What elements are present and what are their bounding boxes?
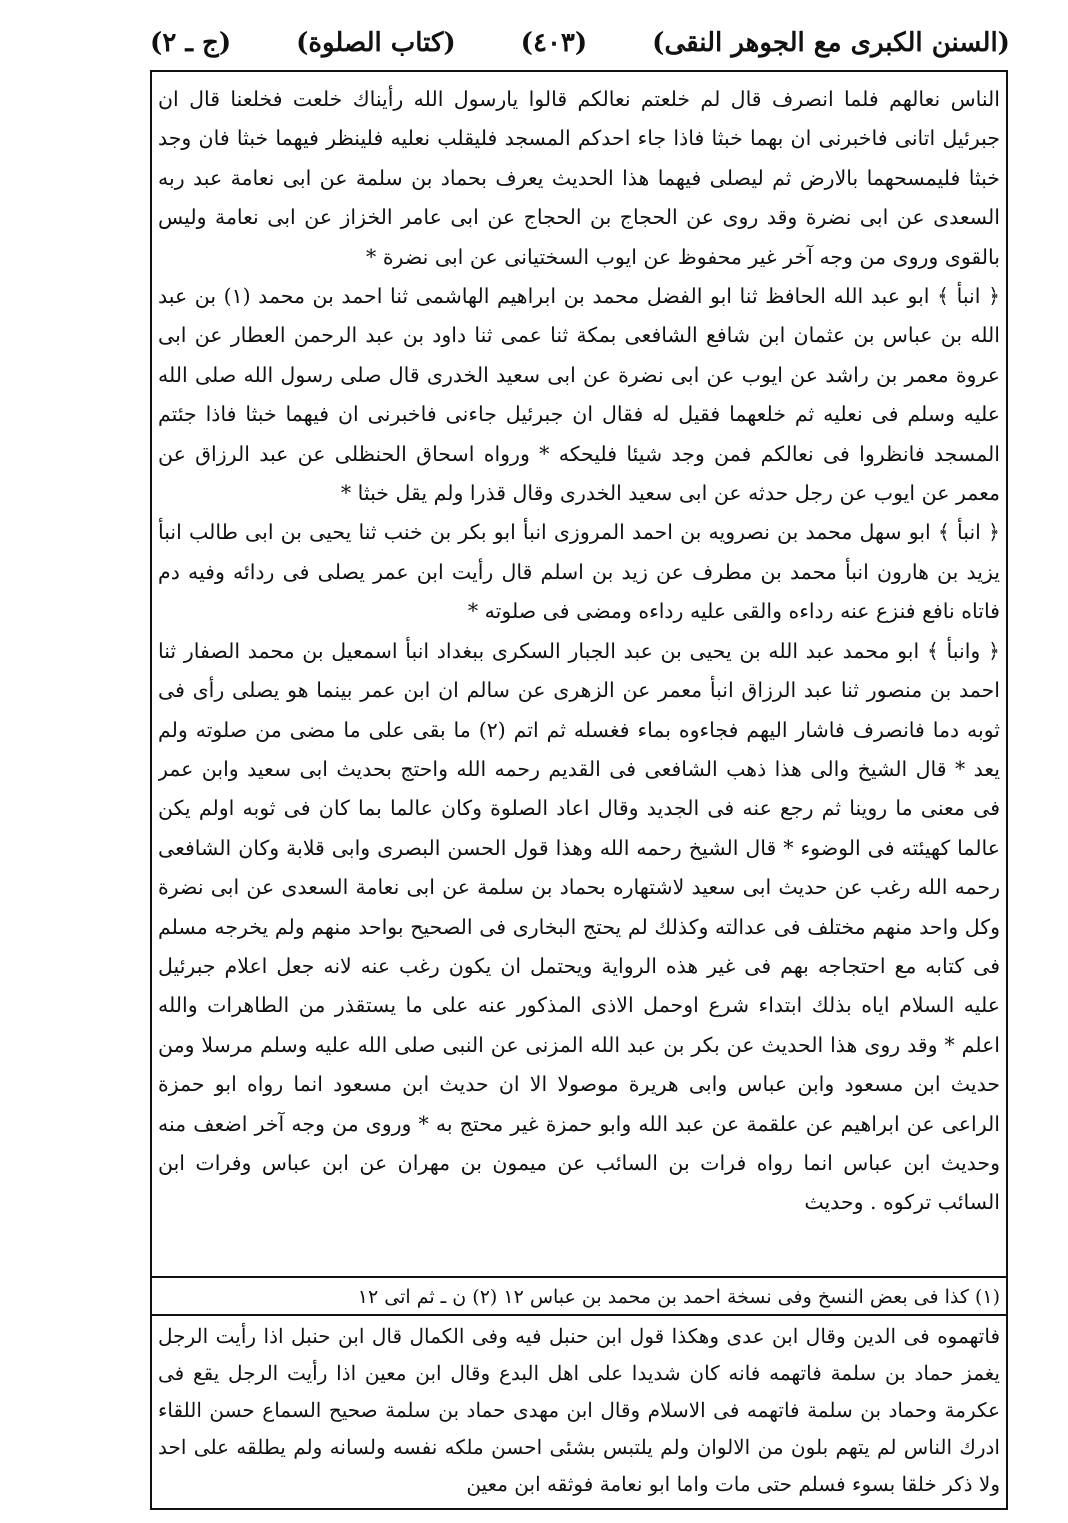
commentary-divider [152,1314,1006,1316]
main-paragraph: ﴿ انبأ ﴾ ابو سهل محمد بن نصرويه بن احمد المروزى انبأ ابو بكر بن خنب ثنا يحيى بن ابى طالب انبأ يزيد بن هارون انبأ محمد بن مطرف عن زيد بن اسلم قال رأيت ابن عمر يصلى فى ردائه وفيه دم فاتاه نافع فنزع عنه رداءه والقى عليه رداءه ومضى فى صلوته * [158,520,1000,624]
main-text [158,80,1000,1270]
page-number: (٤٠٣) [520,28,588,58]
main-paragraph: الناس نعالهم فلما انصرف قال لم خلعتم نعالكم قالوا يارسول الله رأيناك خلعت فخلعنا قال ان جبرئيل اتانى فاخبرنى ان بهما خبثا فاذا جاء احدكم المسجد فليقلب نعليه فلينظر فيهما خبثا فان وجد خبثا فليمسحهما بالارض ثم ليصلى فيهما هذا الحديث يعرف بحماد بن سلمة عن ابى نعامة عبد ربه السعدى عن ابى نضرة وقد روى عن الحجاج بن الحجاج عن ابى عامر الخزاز عن ابى نعامة وليس بالقوى وروى من وجه آخر غير محفوظ عن ايوب السختيانى عن ابى نضرة * [158,87,1000,269]
chapter-title: (كتاب الصلوة) [296,28,456,58]
volume-number: (ج ـ ٢) [150,28,232,58]
page-header [150,22,1010,64]
footnote: (١) كذا فى بعض النسخ وفى نسخة احمد بن محمد بن عباس ١٢ (٢) ن ـ ثم اتى ١٢ [357,1286,1000,1308]
main-paragraph: ﴿ انبأ ﴾ ابو عبد الله الحافظ ثنا ابو الفضل محمد بن ابراهيم الهاشمى ثنا احمد بن محمد (١) بن عبد الله بن عباس بن عثمان ابن شافع الشافعى بمكة ثنا عمى ثنا داود بن عبد الرحمن العطار عن ابى عروة معمر بن راشد عن ايوب عن ابى نضرة عن ابى سعيد الخدرى قال صلى رسول الله صلى الله عليه وسلم فى نعليه ثم خلعهما فقيل له فقال ان جبرئيل جاءنى فاخبرنى ان فيهما خبثا فاذا جئتم المسجد فانظروا فى نعالكم فمن وجد شيئا فليحكه * ورواه اسحاق الحنظلى عن عبد الرزاق عن معمر عن ايوب عن رجل حدثه عن ابى سعيد الخدرى وقال قذرا ولم يقل خبثا * [158,284,1000,506]
commentary-text [158,1318,1000,1506]
main-paragraph: ﴿ وانبأ ﴾ ابو محمد عبد الله بن يحيى بن عبد الجبار السكرى ببغداد انبأ اسمعيل بن محمد الصفار ثنا احمد بن منصور ثنا عبد الرزاق انبأ معمر عن الزهرى عن سالم ان ابن عمر بينما هو يصلى رأى فى ثوبه دما فانصرف فاشار اليهم فجاءوه بماء فغسله ثم اتم (٢) ما بقى على ما مضى من صلوته ولم يعد * قال الشيخ والى هذا ذهب الشافعى فى القديم رحمه الله واحتج بحديث ابى سعيد وابن عمر فى معنى ما روينا ثم رجع عنه فى الجديد وقال اعاد الصلوة وكان عالما بما كان فى ثوبه اولم يكن عالما كهيئته فى الوضوء * قال الشيخ رحمه الله وهذا قول الحسن البصرى وابى قلابة وكان الشافعى رحمه الله رغب عن حديث ابى سعيد لاشتهاره بحماد بن سلمة عن ابى نعامة السعدى عن ابى نضرة وكل واحد منهم مختلف فى عدالته وكذلك لم يحتج البخارى فى الصحيح بواحد منهم ولم يخرجه مسلم فى كتابه مع احتجاجه بهم فى غير هذه الرواية ويحتمل ان يكون رغب عنه لانه جعل اعلام جبرئيل عليه السلام اياه بذلك ابتداء شرع اوحمل الاذى المذكور عنه على ما يستقذر من الطاهرات والله اعلم * وقد روى هذا الحديث عن بكر بن عبد الله المزنى عن النبى صلى الله عليه وسلم مرسلا ومن حديث ابن مسعود وابن عباس وابى هريرة موصولا الا ان حديث ابن مسعود انما رواه ابو حمزة الراعى عن ابراهيم عن علقمة عن عبد الله وابو حمزة غير محتج به * وروى من وجه آخر اضعف منه وحديث ابن عباس انما رواه فرات بن السائب عن ميمون بن مهران عن ابن عباس وفرات ابن السائب تركوه . وحديث [158,638,1000,1215]
commentary-paragraph: فاتهموه فى الدين وقال ابن عدى وهكذا قول ابن حنبل فيه وفى الكمال قال ابن حنبل اذا رأيت الرجل يغمز حماد بن سلمة فاتهمه فانه كان شديدا على اهل البدع وقال ابن معين اذا رأيت الرجل يقع فى عكرمة وحماد بن سلمة فاتهمه فى الاسلام وقال ابن مهدى حماد بن سلمة صحيح السماع حسن اللقاء ادرك الناس لم يتهم بلون من الالوان ولم يلتبس بشئى احسن ملكه نفسه ولسانه ولم يطلقه على احد ولا ذكر خلقا بسوء فسلم حتى مات واما ابو نعامة فوثقه ابن معين [158,1324,1000,1496]
footnote-divider [152,1276,1006,1278]
book-title: (السنن الكبرى مع الجوهر النقى) [652,28,1010,58]
